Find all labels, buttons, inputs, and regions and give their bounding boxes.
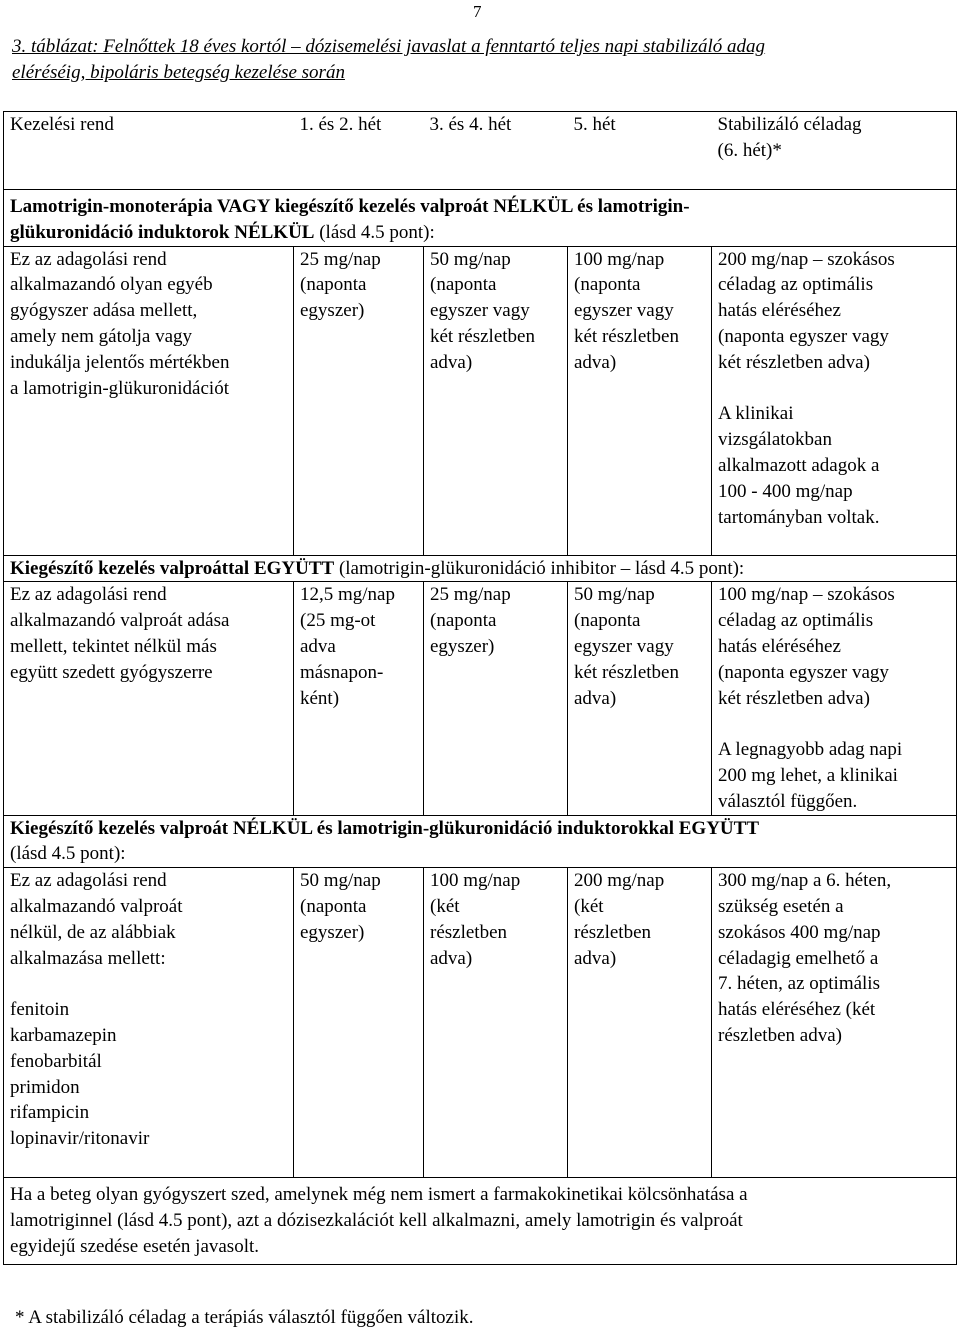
section-3-target-dose: 300 mg/nap a 6. héten, szükség esetén a szokásos 400 mg/nap céladagig emelhető a 7. héten, az optimális hatás eléréséhez (két részletben adva) xyxy=(712,868,957,1178)
section-1-regimen: Ez az adagolási rend alkalmazandó olyan egyéb gyógyszer adása mellett, amely nem gátolja vagy indukálja jelentős mértékben a lamotrigin-glükuronidációt xyxy=(4,246,294,555)
table-header-row xyxy=(4,112,957,190)
section-2-week-5: 50 mg/nap (naponta egyszer vagy két részletben adva) xyxy=(568,582,712,815)
caption-line: 3. táblázat: Felnőttek 18 éves kortól – dózisemelési javaslat a fenntartó teljes napi stabilizáló adag xyxy=(12,36,766,57)
header-target-dose: Stabilizáló céladag (6. hét)* xyxy=(712,112,957,190)
section-1-week-5: 100 mg/nap (naponta egyszer vagy két részletben adva) xyxy=(568,246,712,555)
note-row xyxy=(4,1178,957,1264)
section-title-row xyxy=(4,190,957,247)
section-2-week-1-2: 12,5 mg/nap (25 mg-ot adva másnapon- ként) xyxy=(294,582,424,815)
drug-item: fenitoin xyxy=(10,999,70,1021)
section-title-row xyxy=(4,555,957,582)
caption-line: eléréséig, bipoláris betegség kezelése során xyxy=(12,62,345,83)
section-title-row xyxy=(4,815,957,868)
table-caption xyxy=(12,34,942,86)
section-2-regimen: Ez az adagolási rend alkalmazandó valproát adása mellett, tekintet nélkül más együtt szedett gyógyszerre xyxy=(4,582,294,815)
drug-item: karbamazepin xyxy=(10,1024,117,1046)
section-3-regimen: Ez az adagolási rend alkalmazandó valproát nélkül, de az alábbiak alkalmazása mellett: fenitoin karbamazepin fenobarbitál primidon rifampicin lopinavir/ritonavir xyxy=(4,868,294,1178)
section-3-week-5: 200 mg/nap (két részletben adva) xyxy=(568,868,712,1178)
section-3-week-3-4: 100 mg/nap (két részletben adva) xyxy=(424,868,568,1178)
section-2-target-dose: 100 mg/nap – szokásos céladag az optimális hatás eléréséhez (naponta egyszer vagy két részletben adva) A legnagyobb adag napi 200 mg lehet, a klinikai választól függően. xyxy=(712,582,957,815)
table-note: Ha a beteg olyan gyógyszert szed, amelynek még nem ismert a farmakokinetikai kölcsönhatása a lamotriginnel (lásd 4.5 pont), azt a dózisezkalációt kell alkalmazni, amely lamotrigin és valproát egyidejű szedése esetén javasolt. xyxy=(4,1178,957,1264)
section-2-week-3-4: 25 mg/nap (naponta egyszer) xyxy=(424,582,568,815)
section-1-week-3-4: 50 mg/nap (naponta egyszer vagy két részletben adva) xyxy=(424,246,568,555)
section-3-row xyxy=(4,868,957,1178)
drug-item: fenobarbitál xyxy=(10,1050,102,1072)
drug-item: rifampicin xyxy=(10,1102,90,1124)
section-3-title: Kiegészítő kezelés valproát NÉLKÜL és lamotrigin-glükuronidáció induktorokkal EGYÜTT (lásd 4.5 pont): xyxy=(4,815,957,868)
header-regimen: Kezelési rend xyxy=(4,112,294,190)
section-2-title: Kiegészítő kezelés valproáttal EGYÜTT (lamotrigin-glükuronidáció inhibitor – lásd 4.5 pont): xyxy=(4,555,957,582)
drug-item: lopinavir/ritonavir xyxy=(10,1128,150,1150)
section-2-row xyxy=(4,582,957,815)
section-1-title: Lamotrigin-monoterápia VAGY kiegészítő kezelés valproát NÉLKÜL és lamotrigin- glükuronidáció induktorok NÉLKÜL (lásd 4.5 pont): xyxy=(4,190,957,247)
header-week-1-2: 1. és 2. hét xyxy=(294,112,424,190)
header-week-5: 5. hét xyxy=(568,112,712,190)
section-1-row xyxy=(4,246,957,555)
drug-item: primidon xyxy=(10,1076,80,1098)
section-1-week-1-2: 25 mg/nap (naponta egyszer) xyxy=(294,246,424,555)
footnote: * A stabilizáló céladag a terápiás választól függően változik. xyxy=(15,1307,474,1328)
page-number: 7 xyxy=(473,2,482,21)
section-1-target-dose: 200 mg/nap – szokásos céladag az optimális hatás eléréséhez (naponta egyszer vagy két részletben adva) A klinikai vizsgálatokban alkalmazott adagok a 100 - 400 mg/nap tartományban voltak. xyxy=(712,246,957,555)
section-3-week-1-2: 50 mg/nap (naponta egyszer) xyxy=(294,868,424,1178)
dosing-table xyxy=(3,111,957,1265)
header-week-3-4: 3. és 4. hét xyxy=(424,112,568,190)
